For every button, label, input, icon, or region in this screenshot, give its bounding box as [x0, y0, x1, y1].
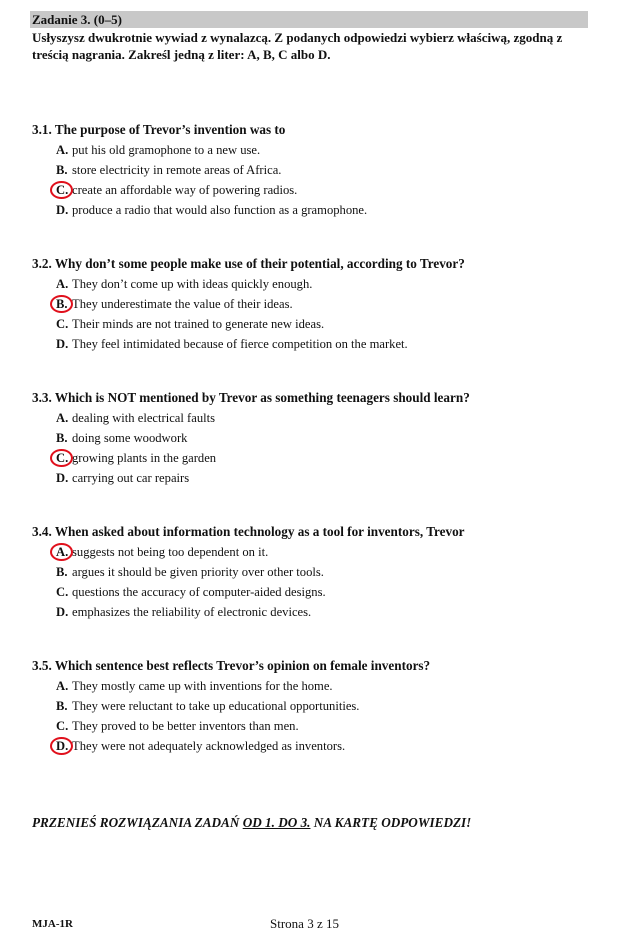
option-b[interactable] [56, 562, 592, 582]
option-text: They proved to be better inventors than men. [72, 719, 299, 733]
question-3-2 [32, 254, 592, 354]
option-d[interactable] [56, 602, 592, 622]
option-text: put his old gramophone to a new use. [72, 143, 261, 157]
option-text: carrying out car repairs [72, 471, 190, 485]
option-text: growing plants in the garden [72, 451, 217, 465]
option-letter: A. [56, 679, 69, 693]
option-a[interactable] [56, 140, 592, 160]
option-text: They underestimate the value of their ideas. [72, 297, 293, 311]
task-instructions: Usłyszysz dwukrotnie wywiad z wynalazcą. Z podanych odpowiedzi wybierz właściwą, zgodną z treścią nagrania. Zakreśl jedną z liter: A, B, C albo D. [32, 30, 563, 62]
option-letter: D. [56, 739, 69, 753]
footer-page-number: Strona 3 z 15 [270, 916, 339, 931]
option-text: They were not adequately acknowledged as inventors. [72, 739, 346, 753]
option-letter: A. [56, 143, 69, 157]
option-text: questions the accuracy of computer-aided designs. [72, 585, 326, 599]
option-c[interactable] [56, 448, 592, 468]
question-3-1 [32, 120, 592, 220]
option-letter: A. [56, 411, 69, 425]
question-title: 3.1. The purpose of Trevor’s invention was to [32, 122, 286, 137]
option-text: They mostly came up with inventions for the home. [72, 679, 333, 693]
option-c[interactable] [56, 716, 592, 736]
option-a[interactable] [56, 676, 592, 696]
option-letter: D. [56, 605, 69, 619]
option-text: create an affordable way of powering radios. [72, 183, 298, 197]
option-a[interactable] [56, 274, 592, 294]
option-letter: B. [56, 163, 68, 177]
option-text: They feel intimidated because of fierce competition on the market. [72, 337, 408, 351]
option-d[interactable] [56, 334, 592, 354]
option-letter: D. [56, 203, 69, 217]
transfer-answers-note [32, 814, 471, 832]
option-b[interactable] [56, 428, 592, 448]
option-c[interactable] [56, 180, 592, 200]
note-underlined-range: OD 1. DO 3. [242, 815, 311, 830]
task-title: Zadanie 3. (0–5) [32, 12, 122, 27]
question-3-5 [32, 656, 592, 756]
option-text: emphasizes the reliability of electronic devices. [72, 605, 312, 619]
option-text: argues it should be given priority over other tools. [72, 565, 324, 579]
note-part: NA KARTĘ ODPOWIEDZI! [310, 815, 472, 830]
question-title: 3.4. When asked about information technology as a tool for inventors, Trevor [32, 524, 465, 539]
option-b[interactable] [56, 696, 592, 716]
option-d[interactable] [56, 468, 592, 488]
option-c[interactable] [56, 582, 592, 602]
answer-circle [50, 543, 73, 561]
question-3-4 [32, 522, 592, 622]
answer-circle [50, 737, 73, 755]
option-letter: C. [56, 451, 69, 465]
option-letter: B. [56, 565, 68, 579]
question-3-3 [32, 388, 592, 488]
option-d[interactable] [56, 200, 592, 220]
option-b[interactable] [56, 160, 592, 180]
option-letter: A. [56, 545, 69, 559]
option-a[interactable] [56, 542, 592, 562]
option-text: dealing with electrical faults [72, 411, 216, 425]
answer-circle [50, 181, 73, 199]
question-title: 3.5. Which sentence best reflects Trevor’s opinion on female inventors? [32, 658, 431, 673]
option-letter: B. [56, 699, 68, 713]
option-letter: C. [56, 585, 69, 599]
option-c[interactable] [56, 314, 592, 334]
option-letter: A. [56, 277, 69, 291]
option-text: Their minds are not trained to generate new ideas. [72, 317, 325, 331]
option-d[interactable] [56, 736, 592, 756]
option-letter: D. [56, 337, 69, 351]
option-letter: B. [56, 431, 68, 445]
option-text: They don’t come up with ideas quickly enough. [72, 277, 313, 291]
option-text: store electricity in remote areas of Africa. [72, 163, 282, 177]
option-letter: C. [56, 719, 69, 733]
option-text: produce a radio that would also function as a gramophone. [72, 203, 368, 217]
option-text: doing some woodwork [72, 431, 188, 445]
option-letter: D. [56, 471, 69, 485]
answer-circle [50, 449, 73, 467]
question-title: 3.2. Why don’t some people make use of their potential, according to Trevor? [32, 256, 465, 271]
question-title: 3.3. Which is NOT mentioned by Trevor as something teenagers should learn? [32, 390, 470, 405]
option-b[interactable] [56, 294, 592, 314]
option-letter: C. [56, 317, 69, 331]
option-a[interactable] [56, 408, 592, 428]
option-letter: C. [56, 183, 69, 197]
footer-exam-code: MJA-1R [32, 918, 73, 930]
answer-circle [50, 295, 73, 313]
option-letter: B. [56, 297, 68, 311]
note-part: PRZENIEŚ ROZWIĄZANIA ZADAŃ [32, 815, 243, 830]
option-text: suggests not being too dependent on it. [72, 545, 269, 559]
option-text: They were reluctant to take up educational opportunities. [72, 699, 360, 713]
